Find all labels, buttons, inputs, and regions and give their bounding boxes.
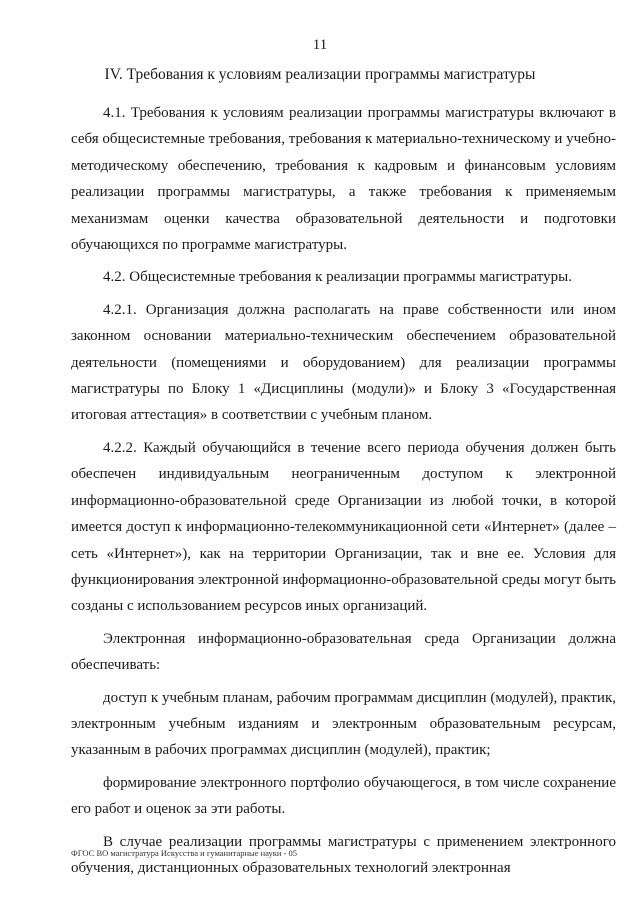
paragraph-4-2: 4.2. Общесистемные требования к реализации программы магистратуры. [103, 269, 572, 286]
paragraph-access-item: доступ к учебным планам, рабочим программам дисциплин (модулей), практик, электронным учебным изданиям и электронным образовательным ресурсам, указанным в рабочих программах дисциплин (модулей), практик; [71, 689, 616, 759]
paragraph-environment-intro: Электронная информационно-образовательная среда Организации должна обеспечивать: [71, 630, 616, 674]
footer-note: ФГОС ВО магистратура Искусства и гуманитарные науки - 05 [71, 848, 298, 858]
paragraph-elearning: В случае реализации программы магистратуры с применением электронного обучения, дистанционных образовательных технологий электронная [71, 833, 616, 876]
section-heading: IV. Требования к условиям реализации программы магистратуры [104, 66, 536, 83]
paragraph-portfolio-item: формирование электронного портфолио обучающегося, в том числе сохранение его работ и оценок за эти работы. [71, 774, 616, 818]
body-text [71, 100, 616, 881]
paragraph-4-1: 4.1. Требования к условиям реализации программы магистратуры включают в себя общесистемные требования, требования к материально-техническому и учебно-методическому обеспечению, требования к кадровым и финансовым условиям реализации программы магистратуры, а также требования к применяемым механизмам оценки качества образовательной деятельности и подготовки обучающихся по программе магистратуры. [71, 105, 616, 254]
paragraph-4-2-1: 4.2.1. Организация должна располагать на праве собственности или ином законном основании материально-техническим обеспечением образовательной деятельности (помещениями и оборудованием) для реализации программы магистратуры по Блоку 1 «Дисциплины (модули)» и Блоку 3 «Государственная итоговая аттестация» в соответствии с учебным планом. [71, 301, 616, 424]
paragraph-4-2-2: 4.2.2. Каждый обучающийся в течение всего периода обучения должен быть обеспечен индивидуальным неограниченным доступом к электронной информационно-образовательной среде Организации из любой точки, в которой имеется доступ к информационно-телекоммуникационной сети «Интернет» (далее – сеть «Интернет»), как на территории Организации, так и вне ее. Условия для функционирования электронной информационно-образовательной среды могут быть созданы с использованием ресурсов иных организаций. [71, 439, 616, 615]
page-number: 11 [312, 37, 328, 53]
